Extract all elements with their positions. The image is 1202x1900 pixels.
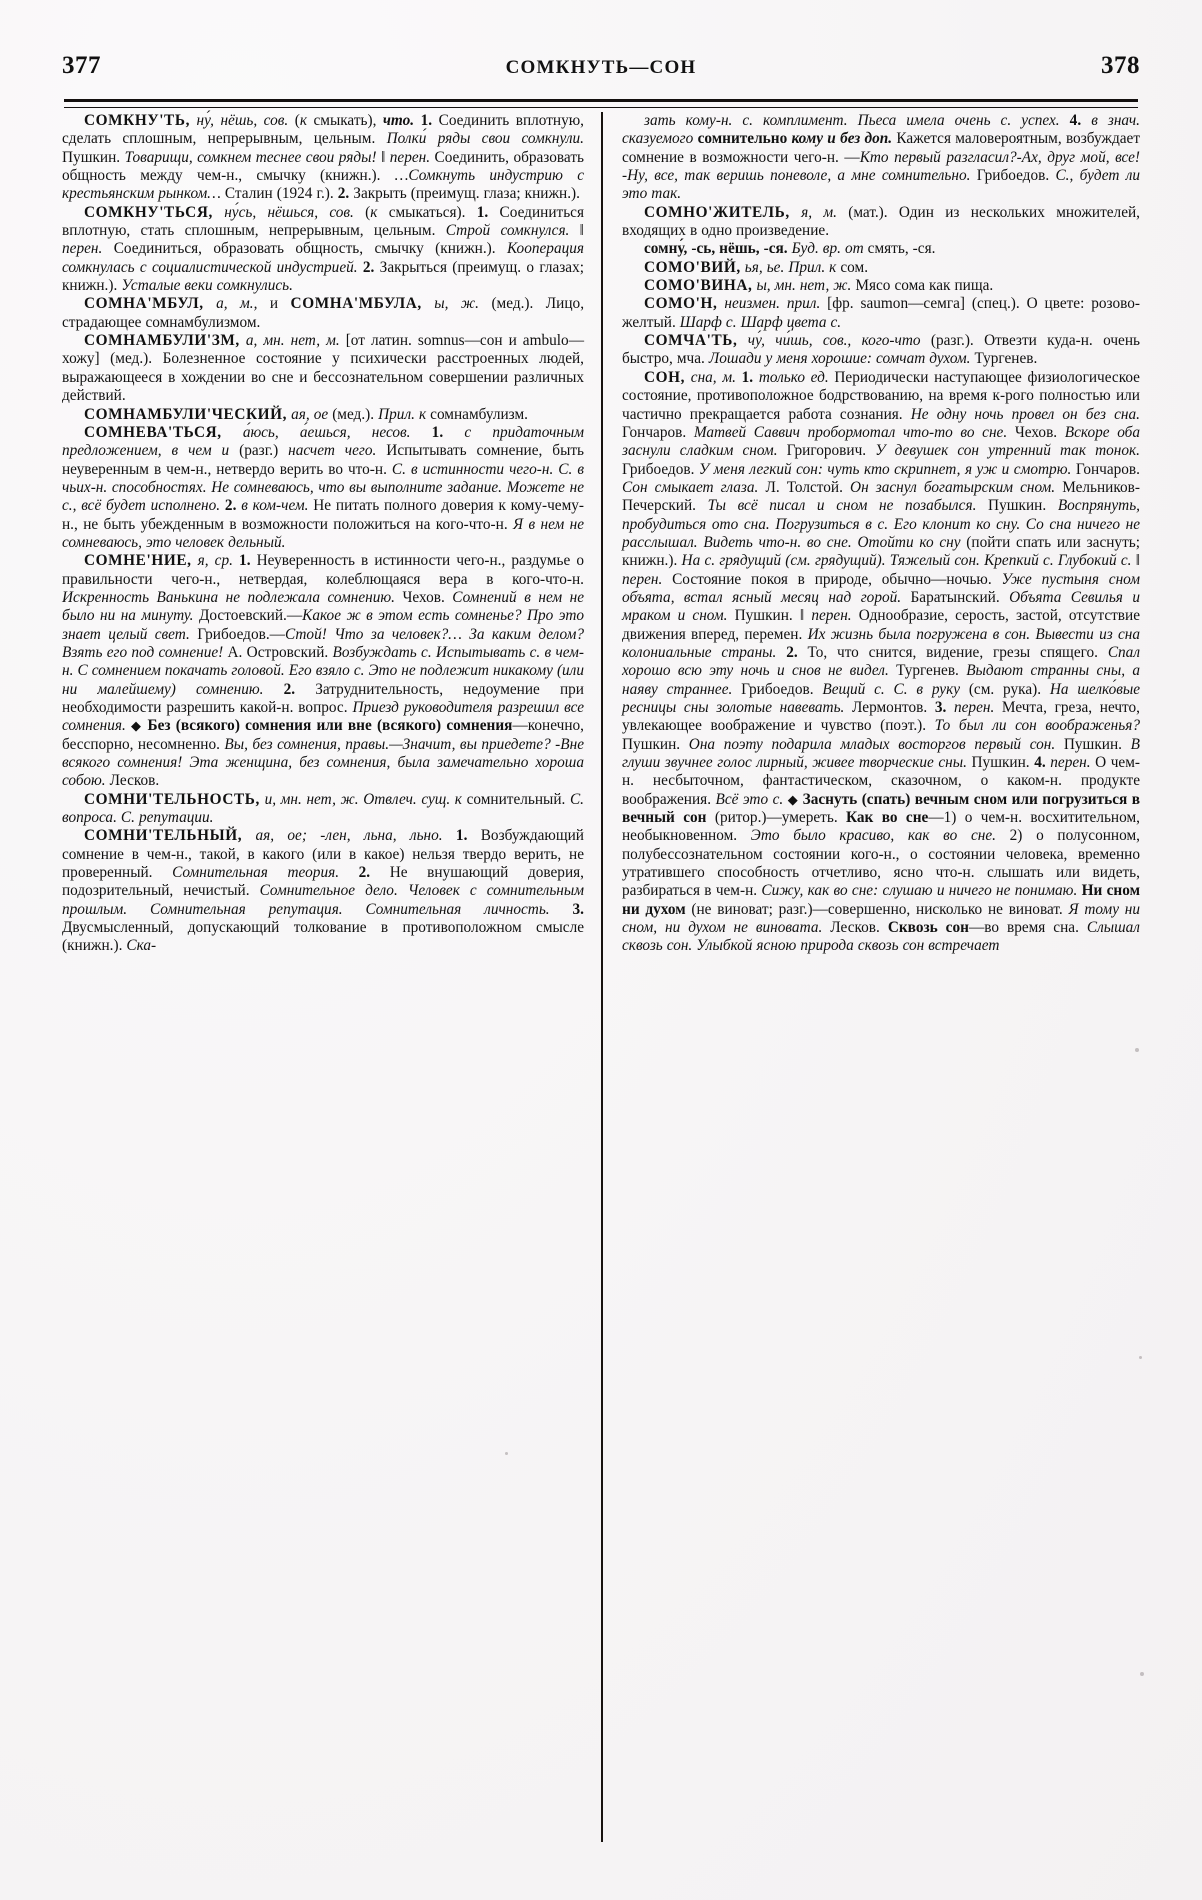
entry-headword: СОМЧА'ТЬ, [644, 332, 738, 350]
left-column [62, 112, 601, 1842]
entry-body: ну́, нёшь, сов. (к смыкать), что. 1. Соединить вплотную, сделать сплошным, непрерывным, цельным. Полки́ ряды свои сомкнули. Пушкин. Товарищи, сомкнем теснее свои ряды! ‖ перен. Соединить, образовать общность между чем-н., смычку (книжн.). …Сомкнуть индустрию с крестьянским рынком… Сталин (1924 г.). 2. Закрыть (преимущ. глаза; книжн.). [62, 112, 585, 203]
entry-headword: СОМНАМБУЛИ'ЧЕСКИЙ, [84, 405, 288, 423]
dictionary-entry [62, 406, 584, 424]
entry-headword: СОМНЕ'НИЕ, [84, 552, 192, 570]
scan-speck [1140, 1672, 1144, 1676]
dictionary-entry [62, 204, 584, 296]
entry-body: я, м. (мат.). Один из нескольких множителей, входящих в одно произведение. [622, 203, 1140, 240]
entry-body: зать кому-н. с. комплимент. Пьеса имела очень с. успех. 4. в знач. сказуемого сомнительно кому и без доп. Кажется маловероятным, возбуждает сомнение в возможности чего-н. —Кто первый разгласил?-Ах, друг мой, все! -Ну, все, так веришь поневоле, а мне сомнительно. Грибоедов. С., будет ли это так. [622, 112, 1141, 203]
entry-headword: СОМКНУ'ТЬСЯ, [84, 203, 213, 221]
entry-body: я, ср. 1. Неуверенность в истинности чего-н., раздумье о правильности чего-н., нетвердая, колеблющаяся вера в кого-что-н. Искренность Ванькина не подлежала сомнению. Чехов. Сомнений в нем не было ни на минуту. Достоевский.—Какое ж в этом есть сомненье? Про это знает целый свет. Грибоедов.—Стой! Что за человек?… За каким делом? Взять его под сомнение! А. Островский. Возбуждать с. Испытывать с. в чем-н. С сомнением покачать головой. Его взяло с. Это не подлежит никакому (или ни малейшему) сомнению. 2. Затруднительность, недоумение при необходимости разрешить какой-н. вопрос. Приезд руководителя разрешил все сомнения. ◆ Без (всякого) сомнения или вне (всякого) сомнения—конечно, бесспорно, несомненно. Вы, без сомнения, правы.—Значит, вы приедете? -Вне всякого сомнения! Эта женщина, без сомнения, была замечательно хороша собою. Лесков. [62, 552, 585, 790]
dictionary-entry [62, 827, 584, 955]
column-container [62, 112, 1140, 1842]
dictionary-entry [622, 295, 1140, 332]
running-head: СОМКНУТЬ—СОН [505, 57, 697, 78]
entry-headword: СОМКНУ'ТЬ, [84, 112, 190, 129]
dictionary-entry [62, 112, 584, 204]
entry-body: сна, м. 1. только ед. Периодически наступающее физиологическое состояние, противоположное бодрствованию, на время к-рого полностью или частично прекращается работа сознания. Не одну ночь провел он без сна. Гончаров. Матвей Саввич пробормотал что-то во сне. Чехов. Вскоре оба заснули сладким сном. Григорович. У девушек сон утренний так тонок. Грибоедов. У меня легкий сон: чуть кто скрипнет, я уж и смотрю. Гончаров. Сон смыкает глаза. Л. Толстой. Он заснул богатырским сном. Мельников-Печерский. Ты всё писал и сном не позабылся. Пушкин. Воспрянуть, пробудиться ото сна. Погрузиться в с. Его клонит ко сну. Со сна ничего не расслышал. Видеть что-н. во сне. Отойти ко сну (пойти спать или заснуть; книжн.). На с. грядущий (см. грядущий). Тяжелый сон. Крепкий с. Глубокий с. ‖ перен. Состояние покоя в природе, обычно—ночью. Уже пустыня сном объята, встал ясный месяц над горой. Баратынский. Объята Севилья и мраком и сном. Пушкин. ‖ перен. Однообразие, серость, застой, отсутствие движения вперед, перемен. Их жизнь была погружена в сон. Вывести из сна колониальные страны. 2. То, что снится, видение, грезы спящего. Спал хорошо всю эту ночь и снов не видел. Тургенев. Выдают странны сны, а наяву страннее. Грибоедов. Вещий с. С. в руку (см. рука). На шелко́вые ресницы сны золотые навевать. Лермонтов. 3. перен. Мечта, греза, нечто, увлекающее воображение и чувство (поэт.). То был ли сон воображенья? Пушкин. Она поэту подарила младых восторгов первый сон. Пушкин. В глуши звучнее голос лирный, живее творческие сны. Пушкин. 4. перен. О чем-н. несбыточном, фантастическом, сказочном, о каком-н. продукте воображения. Всё это с. ◆ Заснуть (спать) вечным сном или погрузиться в вечный сон (ритор.)—умереть. Как во сне—1) о чем-н. восхитительном, необыкновенном. Это было красиво, как во сне. 2) о полусонном, полубессознательном состоянии кого-н., о состоянии человека, временно утратившего способность отчетливо, ясно что-н. слышать или видеть, разбираться в чем-н. Сижу, как во сне: слушаю и ничего не понимаю. Ни сном ни духом (не виноват; разг.)—совершенно, нисколько не виноват. Я тому ни сном, ни духом не виновата. Лесков. Сквозь сон—во время сна. Слышал сквозь сон. Улыбкой ясною природа сквозь сон встречает [622, 368, 1141, 955]
entry-headword: СОМО'ВИНА, [644, 277, 753, 295]
dictionary-entry [62, 791, 584, 828]
entry-headword: СОМО'ВИЙ, [644, 258, 741, 276]
entry-headword: сомну́, -сь, нёшь, -ся. [644, 240, 788, 258]
entry-headword: СОМНАМБУЛИ'ЗМ, [84, 332, 240, 350]
entry-body: ы, мн. нет, ж. Мясо сома как пища. [756, 277, 994, 295]
folio-left: 377 [62, 52, 101, 79]
entry-body: ая, ое (мед.). Прил. к сомнамбулизм. [291, 405, 528, 423]
entry-headword: СОМНЕВА'ТЬСЯ, [84, 423, 222, 441]
entry-body: а́юсь, а́ешься, несов. 1. с придаточным предложением, в чем и (разг.) насчет чего. Испытывать сомнение, быть неуверенным в чем-н., нетвердо верить во что-н. С. в истинности чего-н. С. в чьих-н. способностях. Не сомневаюсь, что вы выполните задание. Можете не с., всё будет исполнено. 2. в ком-чем. Не питать полного доверия к кому-чему-н., не быть убежденным в возможности положиться на кого-что-н. Я в нем не сомневаюсь, это человек дельный. [62, 423, 585, 551]
entry-body: а, мн. нет, м. [от латин. somnus—сон и ambulo—хожу] (мед.). Болезненное состояние у психически расстроенных людей, выражающееся в хождении во сне и бессознательном совершении различных действий. [62, 332, 584, 405]
scan-speck [1139, 1356, 1142, 1359]
dictionary-entry [62, 424, 584, 552]
entry-body: ья, ье. Прил. к сом. [744, 258, 869, 276]
right-column [601, 112, 1140, 1842]
entry-headword: СОМНИ'ТЕЛЬНЫЙ, [84, 827, 243, 845]
folio-right: 378 [1101, 52, 1140, 79]
entry-body: ну́сь, нёшься, сов. (к смыкаться). 1. Соединиться вплотную, стать сплошным, непрерывным, цельным. Строй сомкнулся. ‖ перен. Соединиться, образовать общность, смычку (книжн.). Кооперация сомкнулась с социалистической индустрией. 2. Закрыться (преимущ. о глазах; книжн.). Усталые веки сомкнулись. [62, 203, 584, 295]
entry-body: и, мн. нет, ж. Отвлеч. сущ. к сомнительный. С. вопроса. С. репутации. [62, 790, 584, 827]
dictionary-entry [622, 332, 1140, 369]
entry-body: а, м., и СОМНА'МБУЛА, ы, ж. (мед.). Лицо, страдающее сомнамбулизмом. [62, 295, 585, 331]
entry-body: ая, ое; -лен, льна, льно. 1. Возбуждающий сомнение в чем-н., такой, в какого (или в какое) нельзя твердо верить, не проверенный. Сомнительная теория. 2. Не внушающий доверия, подозрительный, нечистый. Сомнительное дело. Человек с сомнительным прошлым. Сомнительная репутация. Сомнительная личность. 3. Двусмысленный, допускающий толкование в противоположном смысле (книжн.). Ска- [62, 827, 585, 955]
entry-body: Буд. вр. от смять, -ся. [791, 240, 936, 258]
entry-body: чу́, чи́шь, сов., кого-что (разг.). Отвезти куда-н. очень быстро, мча. Лошади у меня хорошие: сомчат духом. Тургенев. [622, 332, 1140, 368]
entry-headword: СОМНА'МБУЛ, [84, 295, 204, 313]
entry-headword: СОМНО'ЖИТЕЛЬ, [644, 203, 790, 221]
scan-speck [505, 1452, 508, 1455]
entry-headword: СОМНИ'ТЕЛЬНОСТЬ, [84, 790, 260, 808]
dictionary-entry [62, 552, 584, 790]
dictionary-entry [622, 369, 1140, 956]
page-header [62, 52, 1140, 86]
scan-speck [1135, 1048, 1139, 1052]
entry-headword: СОН, [644, 368, 686, 386]
dictionary-entry [622, 112, 1140, 204]
header-rule [64, 99, 1138, 108]
dictionary-entry [622, 259, 1140, 277]
dictionary-entry [622, 277, 1140, 295]
dictionary-entry [62, 295, 584, 332]
dictionary-entry [622, 204, 1140, 241]
dictionary-entry [622, 240, 1140, 258]
entry-headword: СОМО'Н, [644, 295, 718, 313]
entry-body: неизмен. прил. [фр. saumon—семга] (спец.). О цвете: розово-желтый. Шарф с. Шарф цвета с. [622, 295, 1140, 331]
dictionary-entry [62, 332, 584, 405]
